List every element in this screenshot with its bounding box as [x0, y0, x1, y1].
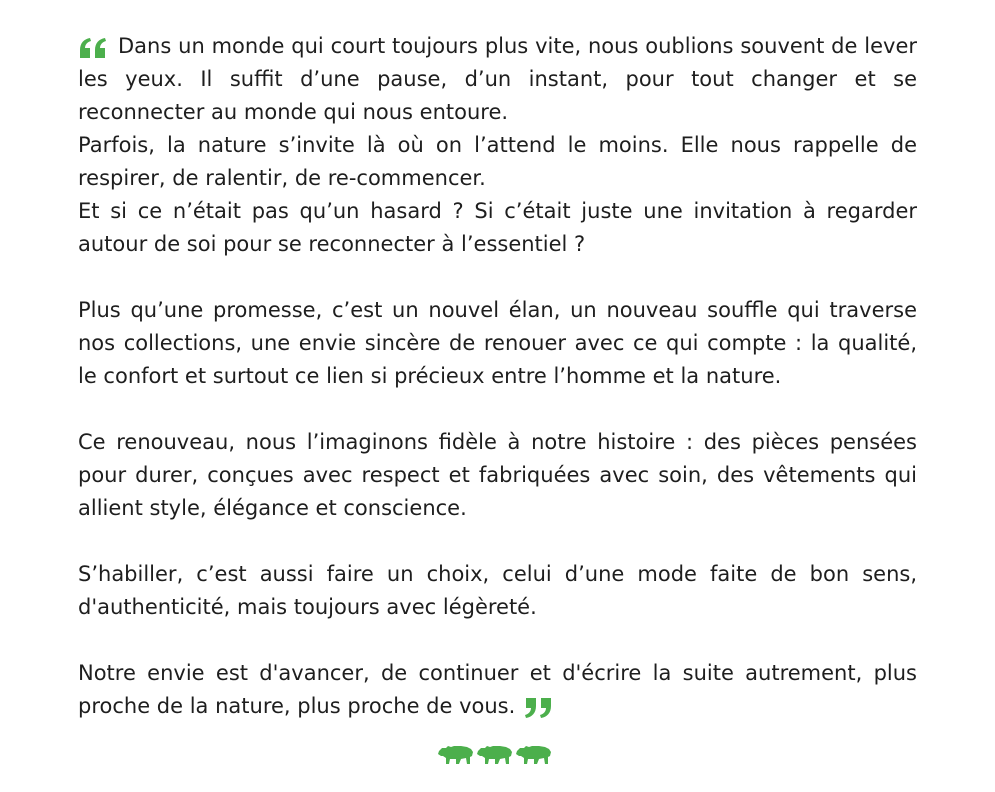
paragraph — [78, 30, 917, 129]
article-text — [78, 30, 917, 723]
close-quote-icon — [523, 697, 553, 719]
boar-icon — [437, 742, 475, 766]
paragraph-spacer — [78, 393, 917, 426]
paragraph — [78, 657, 917, 723]
paragraph-text: Dans un monde qui court toujours plus vite, nous oublions souvent de lever les yeux. Il suffit d’une pause, d’un instant, pour tout changer et se reconnecter au monde qui nous entoure. — [78, 34, 917, 124]
boar-icon — [515, 742, 553, 766]
paragraph: Plus qu’une promesse, c’est un nouvel élan, un nouveau souffle qui traverse nos collections, une envie sincère de renouer avec ce qui compte : la qualité, le confort et surtout ce lien si précieux entre l’homme et la nature. — [78, 298, 917, 388]
footer-ornament — [437, 742, 555, 766]
paragraph-spacer — [78, 525, 917, 558]
paragraph: Et si ce n’était pas qu’un hasard ? Si c’était juste une invitation à regarder autour de soi pour se reconnecter à l’essentiel ? — [78, 199, 917, 256]
boar-icon — [476, 742, 514, 766]
paragraph-spacer — [78, 624, 917, 657]
paragraph: S’habiller, c’est aussi faire un choix, celui d’une mode faite de bon sens, d'authenticité, mais toujours avec légèreté. — [78, 562, 917, 619]
paragraph-text: Notre envie est d'avancer, de continuer et d'écrire la suite autrement, plus proche de la nature, plus proche de vous. — [78, 661, 917, 718]
paragraph: Ce renouveau, nous l’imaginons fidèle à notre histoire : des pièces pensées pour durer, conçues avec respect et fabriquées avec soin, des vêtements qui allient style, élégance et conscience. — [78, 430, 917, 520]
paragraph-spacer — [78, 261, 917, 294]
open-quote-icon — [78, 37, 108, 59]
paragraph: Parfois, la nature s’invite là où on l’attend le moins. Elle nous rappelle de respirer, de ralentir, de re-commencer. — [78, 133, 917, 190]
